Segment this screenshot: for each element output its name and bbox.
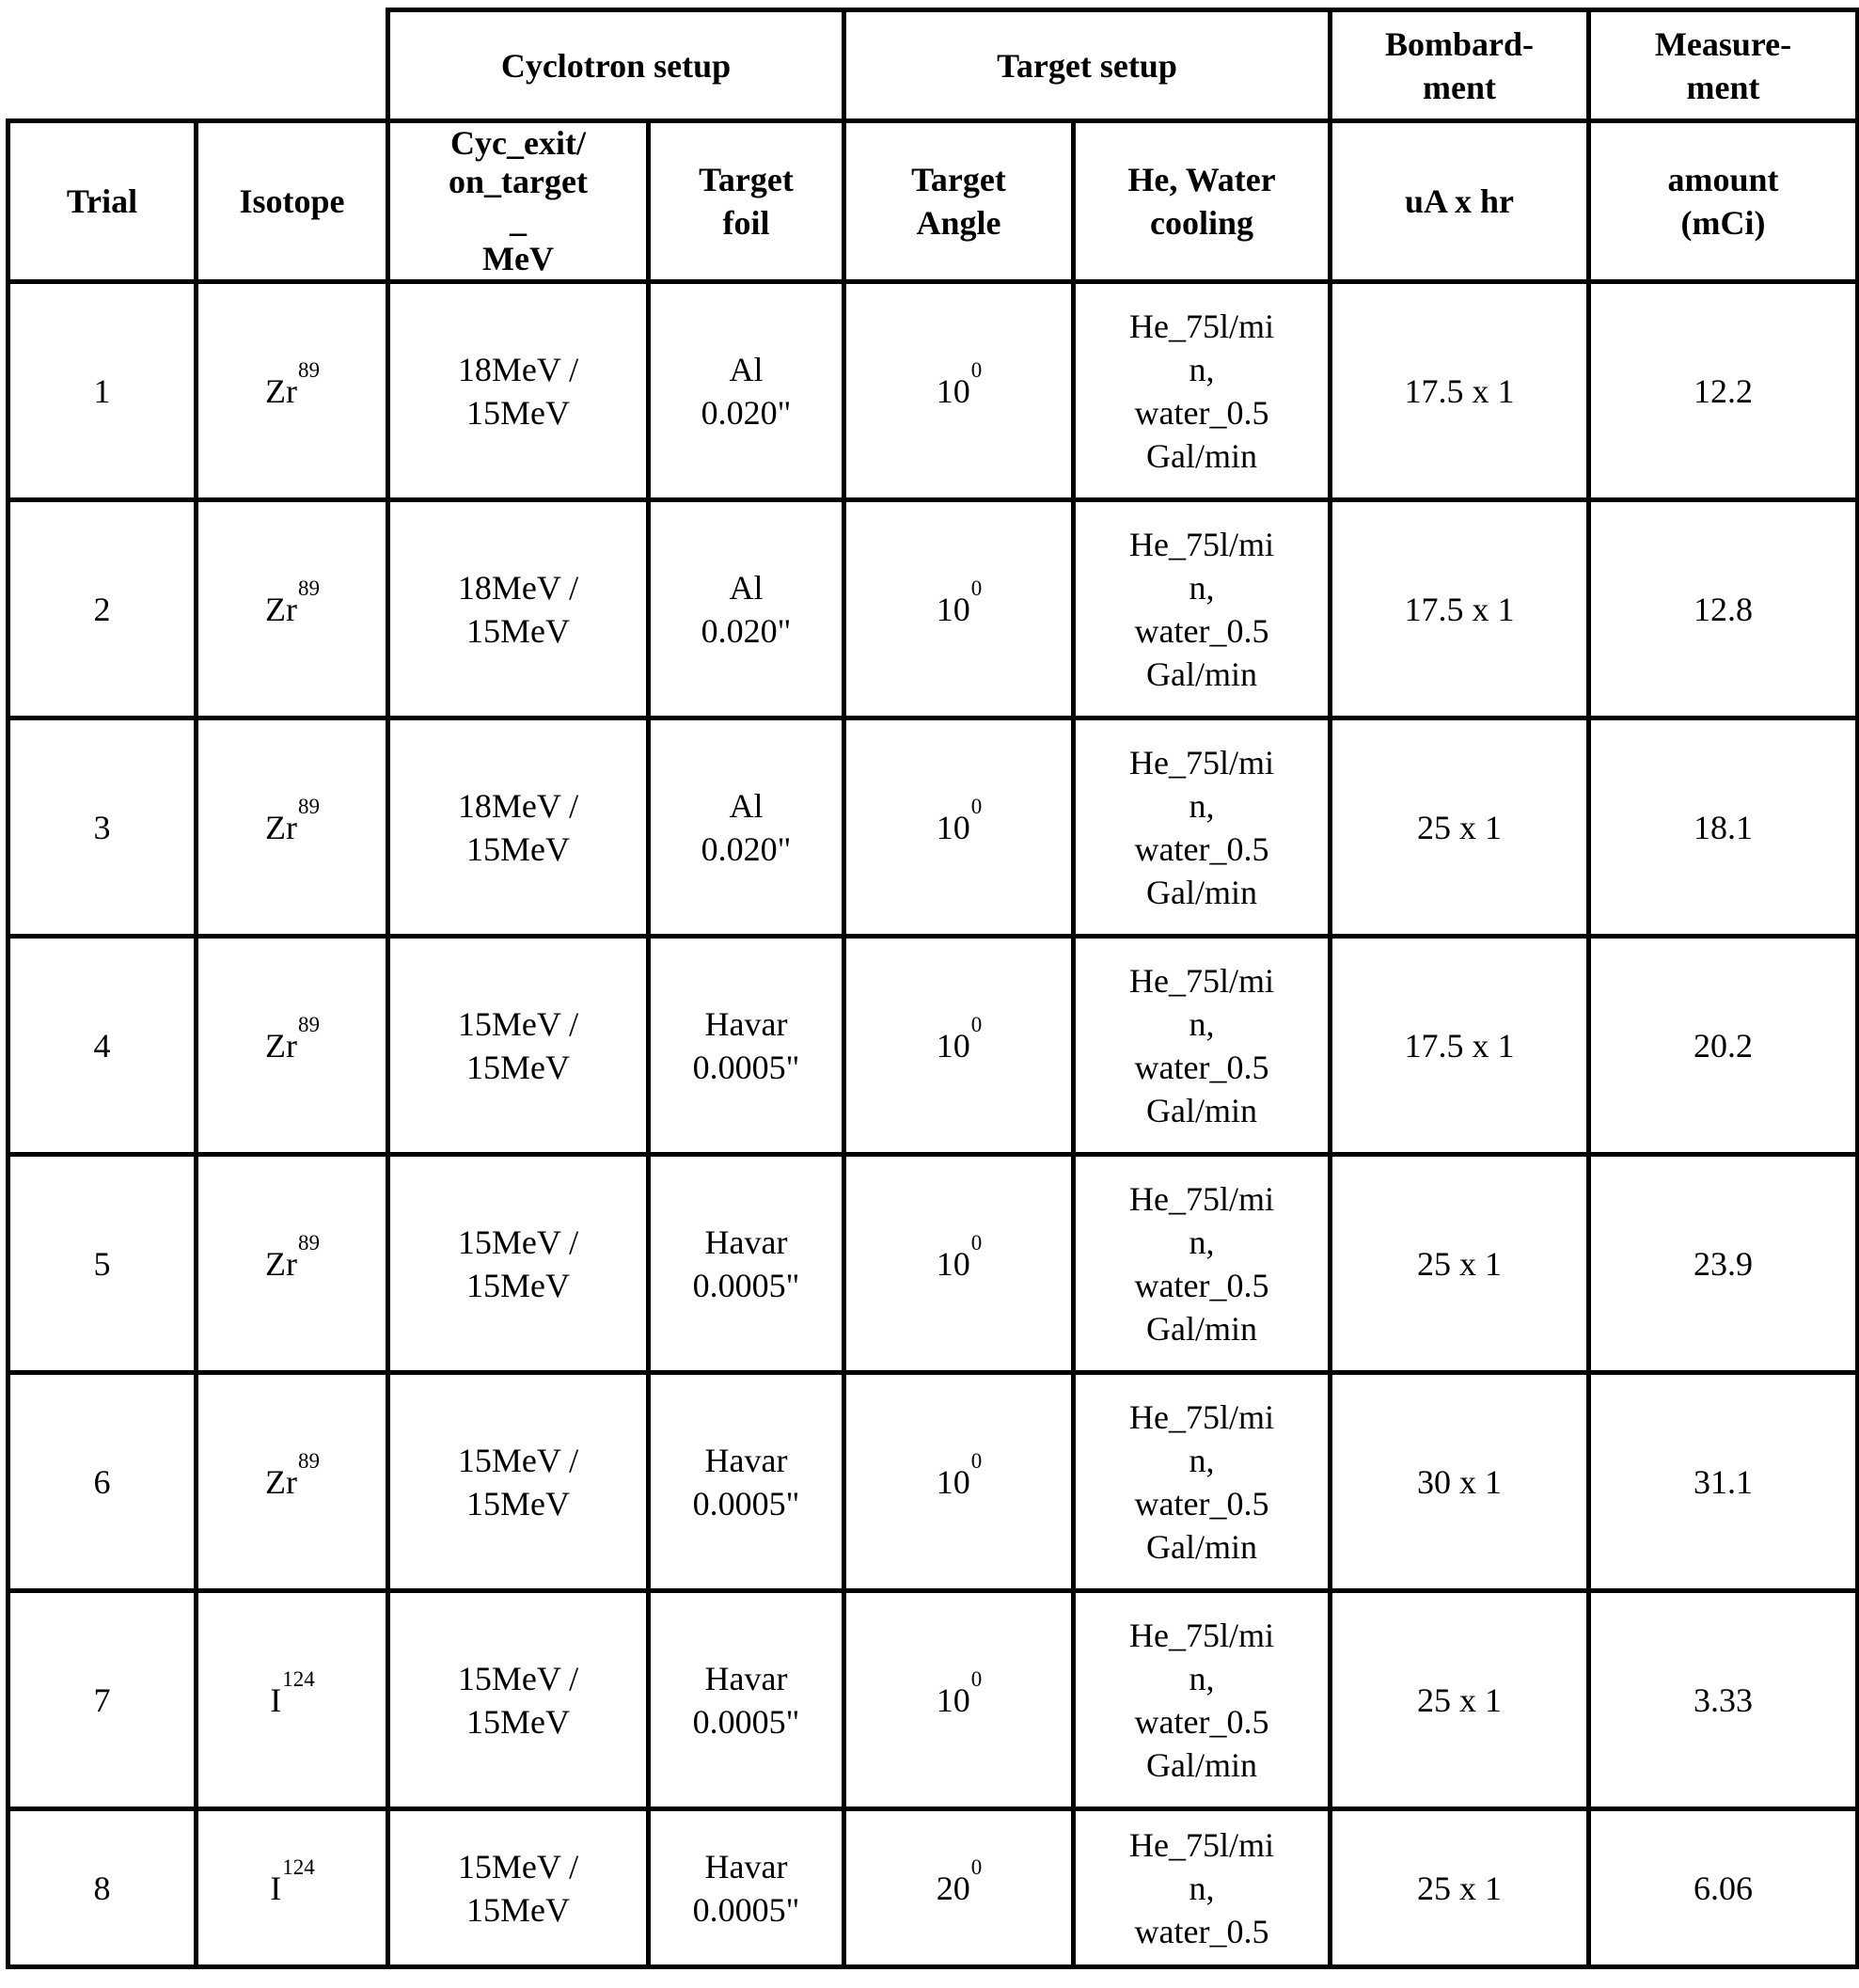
- group-header-cyclotron-setup: Cyclotron setup: [388, 10, 844, 121]
- table-row: [8, 1809, 1858, 1967]
- cell-line: Gal/min: [1146, 1309, 1257, 1348]
- base-text: 10: [936, 1462, 970, 1501]
- cell-target-foil: [649, 500, 844, 718]
- cell-line: n,: [1189, 1441, 1215, 1479]
- cell-line: water_0.5: [1134, 611, 1269, 650]
- cell-cooling: [1074, 1155, 1331, 1373]
- cell-line: 0.0005": [692, 1702, 800, 1741]
- base-text: 10: [936, 590, 970, 628]
- cell-line: 15MeV: [466, 1702, 570, 1741]
- table-corner-empty: [8, 10, 388, 121]
- cell-line: 15MeV /: [457, 1223, 579, 1261]
- cell-line: Havar: [704, 1223, 788, 1261]
- cell-line: 18MeV /: [457, 568, 579, 607]
- cell-target-foil: [649, 718, 844, 937]
- cell-amount: 18.1: [1589, 718, 1858, 937]
- cell-isotope: [197, 1591, 388, 1809]
- table-row: [8, 1373, 1858, 1591]
- cell-line: n,: [1189, 1223, 1215, 1261]
- base-text: I: [270, 1869, 282, 1907]
- cell-line: 0.0005": [692, 1484, 800, 1523]
- header-line: Target: [911, 161, 1006, 198]
- header-line: cooling: [1150, 204, 1254, 242]
- cell-isotope: [197, 718, 388, 937]
- cell-line: n,: [1189, 1869, 1215, 1907]
- superscript-text: 0: [970, 1012, 983, 1036]
- cell-line: He_75l/mi: [1129, 1616, 1274, 1654]
- cell-target-foil: [649, 1809, 844, 1967]
- superscript-text: 0: [970, 1230, 983, 1254]
- cell-line: 15MeV: [466, 829, 570, 868]
- cell-cyclotron-energy: [388, 937, 649, 1155]
- experiment-table: [6, 8, 1859, 1969]
- cell-line: 18MeV /: [457, 786, 579, 825]
- col-header-isotope: Isotope: [197, 121, 388, 282]
- header-line: Cyc_exit/: [450, 124, 586, 162]
- superscript-text: 0: [970, 1448, 983, 1473]
- cell-target-angle: [844, 1809, 1074, 1967]
- superscript-text: 0: [970, 357, 983, 382]
- cell-line: n,: [1189, 786, 1215, 825]
- header-line: Angle: [916, 204, 1001, 242]
- cell-line: 0.0005": [692, 1048, 800, 1086]
- col-header-target-angle: [844, 121, 1074, 282]
- cell-line: water_0.5: [1134, 1702, 1269, 1741]
- cell-bombardment: 17.5 x 1: [1331, 937, 1589, 1155]
- group-header-measurement: [1589, 10, 1858, 121]
- cell-cooling: [1074, 282, 1331, 500]
- col-header-ua-x-hr: uA x hr: [1331, 121, 1589, 282]
- cell-line: 0.0005": [692, 1266, 800, 1304]
- cell-line: Havar: [704, 1004, 788, 1043]
- header-group-row: [8, 10, 1858, 121]
- table-row: [8, 1155, 1858, 1373]
- cell-line: n,: [1189, 1659, 1215, 1697]
- cell-trial: 5: [8, 1155, 197, 1373]
- cell-line: n,: [1189, 1004, 1215, 1043]
- cell-line: 15MeV /: [457, 1847, 579, 1885]
- cell-amount: 12.8: [1589, 500, 1858, 718]
- cell-target-foil: [649, 1155, 844, 1373]
- cell-target-angle: [844, 1373, 1074, 1591]
- header-line: foil: [722, 204, 770, 242]
- header-line: Bombard-: [1385, 24, 1535, 63]
- cell-line: 0.020": [701, 829, 792, 868]
- cell-isotope: [197, 937, 388, 1155]
- cell-line: Havar: [704, 1847, 788, 1885]
- cell-line: Havar: [704, 1441, 788, 1479]
- cell-bombardment: 17.5 x 1: [1331, 282, 1589, 500]
- group-header-bombardment: [1331, 10, 1589, 121]
- cell-isotope: [197, 1373, 388, 1591]
- cell-line: He_75l/mi: [1129, 743, 1274, 781]
- superscript-text: 0: [970, 794, 983, 818]
- table-row: [8, 718, 1858, 937]
- cell-amount: 12.2: [1589, 282, 1858, 500]
- cell-line: 15MeV: [466, 1890, 570, 1929]
- header-line: (mCi): [1680, 204, 1766, 242]
- cell-line: He_75l/mi: [1129, 1179, 1274, 1218]
- header-line: MeV: [482, 240, 554, 277]
- cell-cooling: [1074, 500, 1331, 718]
- cell-cooling: [1074, 1373, 1331, 1591]
- cell-target-angle: [844, 718, 1074, 937]
- cell-cyclotron-energy: [388, 282, 649, 500]
- cell-target-angle: [844, 282, 1074, 500]
- header-line: Target: [699, 161, 794, 198]
- cell-line: 0.020": [701, 611, 792, 650]
- cell-trial: 3: [8, 718, 197, 937]
- superscript-text: 124: [282, 1854, 315, 1879]
- cell-line: Al: [729, 786, 764, 825]
- cell-line: Gal/min: [1146, 1745, 1257, 1784]
- cell-line: water_0.5: [1134, 1912, 1269, 1950]
- base-text: Zr: [265, 590, 297, 628]
- cell-bombardment: 25 x 1: [1331, 718, 1589, 937]
- col-header-trial: Trial: [8, 121, 197, 282]
- cell-cyclotron-energy: [388, 1809, 649, 1967]
- cell-cyclotron-energy: [388, 1155, 649, 1373]
- cell-trial: 8: [8, 1809, 197, 1967]
- cell-amount: 23.9: [1589, 1155, 1858, 1373]
- cell-line: 18MeV /: [457, 350, 579, 388]
- base-text: Zr: [265, 371, 297, 410]
- col-header-target-foil: [649, 121, 844, 282]
- header-line: on_target: [449, 163, 588, 200]
- cell-line: He_75l/mi: [1129, 525, 1274, 563]
- base-text: Zr: [265, 808, 297, 846]
- cell-bombardment: 30 x 1: [1331, 1373, 1589, 1591]
- cell-amount: 3.33: [1589, 1591, 1858, 1809]
- header-line: ment: [1686, 68, 1760, 106]
- cell-target-foil: [649, 282, 844, 500]
- cell-line: 0.020": [701, 393, 792, 432]
- cell-cyclotron-energy: [388, 718, 649, 937]
- base-text: 10: [936, 1244, 970, 1283]
- cell-line: water_0.5: [1134, 393, 1269, 432]
- cell-cyclotron-energy: [388, 500, 649, 718]
- table-body: [8, 282, 1858, 1967]
- table-row: [8, 937, 1858, 1155]
- cell-line: water_0.5: [1134, 1048, 1269, 1086]
- cell-line: He_75l/mi: [1129, 961, 1274, 1000]
- base-text: 20: [936, 1869, 970, 1907]
- cell-amount: 31.1: [1589, 1373, 1858, 1591]
- cell-target-foil: [649, 1373, 844, 1591]
- cell-line: 15MeV /: [457, 1004, 579, 1043]
- col-header-cyc-exit-on-target-mev: [388, 121, 649, 282]
- cell-line: Gal/min: [1146, 873, 1257, 911]
- superscript-text: 89: [297, 794, 320, 818]
- cell-bombardment: 25 x 1: [1331, 1591, 1589, 1809]
- cell-line: n,: [1189, 568, 1215, 607]
- header-line: ment: [1423, 68, 1496, 106]
- cell-trial: 4: [8, 937, 197, 1155]
- cell-line: 15MeV /: [457, 1441, 579, 1479]
- base-text: 10: [936, 1026, 970, 1065]
- cell-bombardment: 25 x 1: [1331, 1155, 1589, 1373]
- col-header-he-water-cooling: [1074, 121, 1331, 282]
- base-text: I: [270, 1680, 282, 1719]
- cell-line: He_75l/mi: [1129, 1397, 1274, 1436]
- cell-line: 15MeV: [466, 1266, 570, 1304]
- superscript-text: 89: [297, 1448, 320, 1473]
- cell-line: n,: [1189, 350, 1215, 388]
- superscript-text: 124: [282, 1666, 315, 1691]
- base-text: Zr: [265, 1026, 297, 1065]
- cell-line: 15MeV: [466, 393, 570, 432]
- cell-cooling: [1074, 937, 1331, 1155]
- cell-line: Havar: [704, 1659, 788, 1697]
- cell-cyclotron-energy: [388, 1373, 649, 1591]
- header-line: Measure-: [1654, 24, 1792, 63]
- cell-trial: 7: [8, 1591, 197, 1809]
- cell-line: water_0.5: [1134, 829, 1269, 868]
- superscript-text: 89: [297, 576, 320, 600]
- superscript-text: 0: [970, 1854, 983, 1879]
- group-header-target-setup: Target setup: [844, 10, 1331, 121]
- superscript-text: 89: [297, 357, 320, 382]
- cell-trial: 2: [8, 500, 197, 718]
- cell-bombardment: 25 x 1: [1331, 1809, 1589, 1967]
- superscript-text: 0: [970, 1666, 983, 1691]
- column-header-row: [8, 121, 1858, 282]
- cell-target-angle: [844, 1155, 1074, 1373]
- cell-line: 15MeV: [466, 1048, 570, 1086]
- cell-line: 0.0005": [692, 1890, 800, 1929]
- base-text: Zr: [265, 1462, 297, 1501]
- cell-line: Al: [729, 350, 764, 388]
- cell-line: He_75l/mi: [1129, 1825, 1274, 1864]
- cell-cooling: [1074, 1809, 1331, 1967]
- base-text: 10: [936, 1680, 970, 1719]
- cell-line: Gal/min: [1146, 1091, 1257, 1129]
- superscript-text: 89: [297, 1012, 320, 1036]
- cell-bombardment: 17.5 x 1: [1331, 500, 1589, 718]
- cell-target-angle: [844, 1591, 1074, 1809]
- cell-line: 15MeV /: [457, 1659, 579, 1697]
- cell-line: 15MeV: [466, 611, 570, 650]
- base-text: 10: [936, 808, 970, 846]
- cell-target-angle: [844, 500, 1074, 718]
- cell-line: Gal/min: [1146, 655, 1257, 693]
- cell-target-foil: [649, 1591, 844, 1809]
- cell-line: water_0.5: [1134, 1266, 1269, 1304]
- table-row: [8, 1591, 1858, 1809]
- header-line: He, Water: [1127, 161, 1276, 198]
- cell-amount: 20.2: [1589, 937, 1858, 1155]
- cell-line: Gal/min: [1146, 436, 1257, 475]
- table-row: [8, 282, 1858, 500]
- header-line: amount: [1667, 161, 1779, 198]
- table-row: [8, 500, 1858, 718]
- cell-isotope: [197, 500, 388, 718]
- cell-cooling: [1074, 1591, 1331, 1809]
- cell-trial: 6: [8, 1373, 197, 1591]
- cell-line: Al: [729, 568, 764, 607]
- base-text: Zr: [265, 1244, 297, 1283]
- cell-isotope: [197, 1809, 388, 1967]
- col-header-amount-mci: [1589, 121, 1858, 282]
- cell-trial: 1: [8, 282, 197, 500]
- cell-line: 15MeV: [466, 1484, 570, 1523]
- header-line: _: [510, 201, 527, 239]
- cell-amount: 6.06: [1589, 1809, 1858, 1967]
- cell-line: water_0.5: [1134, 1484, 1269, 1523]
- cell-cyclotron-energy: [388, 1591, 649, 1809]
- cell-target-angle: [844, 937, 1074, 1155]
- cell-target-foil: [649, 937, 844, 1155]
- cell-isotope: [197, 1155, 388, 1373]
- cell-isotope: [197, 282, 388, 500]
- cell-cooling: [1074, 718, 1331, 937]
- cell-line: Gal/min: [1146, 1527, 1257, 1566]
- base-text: 10: [936, 371, 970, 410]
- cell-line: He_75l/mi: [1129, 307, 1274, 345]
- superscript-text: 89: [297, 1230, 320, 1254]
- superscript-text: 0: [970, 576, 983, 600]
